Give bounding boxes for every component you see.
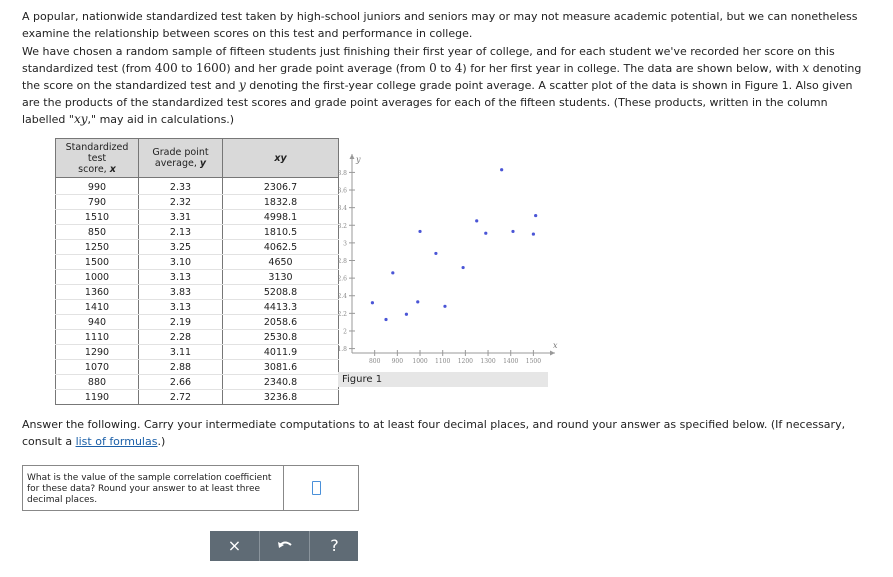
header-label: score, <box>78 163 110 175</box>
intro-text: to <box>436 62 455 75</box>
test-score-cell: 850 <box>56 225 139 240</box>
gpa-cell: 3.11 <box>139 345 223 360</box>
gpa-cell: 2.33 <box>139 178 223 195</box>
y-tick-label: 3.4 <box>337 205 347 213</box>
table-row <box>56 240 339 255</box>
y-tick-label: 3 <box>343 240 347 248</box>
y-tick-label: 1.8 <box>337 346 347 354</box>
gpa-cell: 2.13 <box>139 225 223 240</box>
formulas-link[interactable]: list of formulas <box>75 435 158 448</box>
header-gpa <box>139 139 223 178</box>
data-point <box>443 305 446 308</box>
gpa-cell: 3.83 <box>139 285 223 300</box>
y-tick-label: 2.4 <box>337 293 347 301</box>
data-point <box>384 318 387 321</box>
intro-paragraph-1 <box>22 8 872 42</box>
intro-paragraph-2 <box>22 43 872 128</box>
xy-cell: 5208.8 <box>223 285 339 300</box>
intro-text: ) for her first year in college. The data are shown below, with <box>462 62 803 75</box>
xy-cell: 4998.1 <box>223 210 339 225</box>
xy-cell: 1832.8 <box>223 195 339 210</box>
data-point <box>500 168 503 171</box>
x-tick-label: 1300 <box>480 358 496 365</box>
y-tick-label: 2.8 <box>337 258 347 265</box>
intro-text: denoting the first-year college grade point average. A scatter plot of the data is shown in Figure 1. Also given are the products of the standardized test scores and grade point averages for each of the fifteen students. (These products, written in the column labelled " <box>22 79 853 126</box>
y-tick-label: 3.6 <box>337 187 347 195</box>
var-x: x <box>802 61 810 75</box>
instructions-text: Answer the following. Carry your intermediate computations to at least four decimal places, and round your answer as specified below. (If necessary, consult a <box>22 418 846 448</box>
test-score-cell: 1290 <box>56 345 139 360</box>
header-var: y <box>199 158 207 169</box>
intro-text: to <box>177 62 196 75</box>
header-test-score <box>56 139 139 178</box>
gpa-cell: 2.32 <box>139 195 223 210</box>
test-score-cell: 940 <box>56 315 139 330</box>
test-score-cell: 880 <box>56 375 139 390</box>
y-tick-label: 3.2 <box>337 222 347 230</box>
xy-cell: 2058.6 <box>223 315 339 330</box>
test-score-cell: 790 <box>56 195 139 210</box>
data-point <box>484 232 487 235</box>
table-row <box>56 210 339 225</box>
x-tick-label: 1400 <box>503 358 519 365</box>
test-score-cell: 1500 <box>56 255 139 270</box>
gpa-cell: 2.72 <box>139 390 223 405</box>
gpa-min: 0 <box>429 61 437 75</box>
xy-cell: 2306.7 <box>223 178 339 195</box>
xy-cell: 3130 <box>223 270 339 285</box>
xy-cell: 3236.8 <box>223 390 339 405</box>
table-row <box>56 285 339 300</box>
score-max: 1600 <box>195 61 227 75</box>
header-xy <box>223 139 339 178</box>
intro-text: ," may aid in calculations.) <box>87 113 235 126</box>
gpa-cell: 2.19 <box>139 315 223 330</box>
data-point <box>371 301 374 304</box>
x-tick-label: 1000 <box>412 358 428 365</box>
table-row <box>56 315 339 330</box>
table-row <box>56 255 339 270</box>
y-axis-arrow <box>350 154 355 159</box>
header-var: xy <box>274 152 287 164</box>
xy-cell: 3081.6 <box>223 360 339 375</box>
gpa-cell: 2.66 <box>139 375 223 390</box>
data-point <box>434 252 437 255</box>
test-score-cell: 1250 <box>56 240 139 255</box>
header-label: Grade point <box>152 147 209 158</box>
xy-cell: 4011.9 <box>223 345 339 360</box>
y-tick-label: 3.8 <box>337 169 347 177</box>
divider <box>283 466 284 510</box>
x-axis-arrow <box>550 351 555 356</box>
figure-caption: Figure 1 <box>338 372 548 387</box>
data-point <box>532 232 535 235</box>
xy-cell: 4062.5 <box>223 240 339 255</box>
header-label: Standardized test <box>65 141 129 164</box>
gpa-cell: 3.25 <box>139 240 223 255</box>
test-score-cell: 1360 <box>56 285 139 300</box>
xy-cell: 2530.8 <box>223 330 339 345</box>
answer-input[interactable] <box>312 481 321 495</box>
gpa-cell: 3.31 <box>139 210 223 225</box>
x-axis-label: x <box>553 341 558 350</box>
question-text: What is the value of the sample correlation coefficient for these data? Round your answer to at least three decimal places. <box>27 473 272 505</box>
test-score-cell: 1000 <box>56 270 139 285</box>
table-row <box>56 330 339 345</box>
gpa-cell: 2.88 <box>139 360 223 375</box>
gpa-cell: 3.13 <box>139 270 223 285</box>
y-tick-label: 2.6 <box>337 275 347 283</box>
intro-text: denoting the score on the standardized test and <box>22 62 862 92</box>
gpa-cell: 3.13 <box>139 300 223 315</box>
xy-cell: 2340.8 <box>223 375 339 390</box>
gpa-cell: 2.28 <box>139 330 223 345</box>
y-axis-label: y <box>356 155 361 164</box>
y-tick-label: 2.2 <box>337 310 347 318</box>
var-xy: xy <box>73 112 88 126</box>
table-row <box>56 375 339 390</box>
test-score-cell: 1110 <box>56 330 139 345</box>
x-tick-label: 1100 <box>435 358 451 365</box>
test-score-cell: 1070 <box>56 360 139 375</box>
data-point <box>534 214 537 217</box>
xy-cell: 4413.3 <box>223 300 339 315</box>
gpa-max: 4 <box>454 61 463 75</box>
question-box <box>22 465 359 511</box>
gpa-cell: 3.10 <box>139 255 223 270</box>
undo-button[interactable] <box>260 531 309 561</box>
intro-text: We have chosen a random sample of fifteen students just finishing their first year of college, and for each student we've recorded her score on this standardized test (from <box>22 45 835 75</box>
intro-text-1: A popular, nationwide standardized test taken by high-school juniors and seniors may or may not measure academic potential, but we can nonetheless examine the relationship between scores on this test and performance in college. <box>22 10 858 40</box>
test-score-cell: 1510 <box>56 210 139 225</box>
intro-text: ) and her grade point average (from <box>226 62 430 75</box>
table-row <box>56 300 339 315</box>
answer-toolbar <box>210 531 358 561</box>
data-point <box>511 230 514 233</box>
data-point <box>462 266 465 269</box>
data-point <box>475 219 478 222</box>
undo-icon <box>277 539 293 553</box>
instructions-text: .) <box>157 435 166 448</box>
test-score-cell: 1410 <box>56 300 139 315</box>
data-point <box>418 230 421 233</box>
score-min: 400 <box>154 61 178 75</box>
table-row <box>56 178 339 195</box>
help-button[interactable] <box>310 531 359 561</box>
table-row <box>56 360 339 375</box>
data-point <box>405 313 408 316</box>
data-table <box>55 138 339 405</box>
close-icon: × <box>227 536 242 555</box>
x-tick-label: 900 <box>391 358 404 365</box>
header-label: average, <box>154 158 200 169</box>
table-row <box>56 225 339 240</box>
xy-cell: 4650 <box>223 255 339 270</box>
table-row <box>56 270 339 285</box>
x-tick-label: 1200 <box>457 358 474 365</box>
xy-cell: 1810.5 <box>223 225 339 240</box>
test-score-cell: 1190 <box>56 390 139 405</box>
y-tick-label: 2 <box>343 328 347 336</box>
scatter-plot <box>335 150 558 370</box>
table-row <box>56 390 339 405</box>
table-row <box>56 345 339 360</box>
clear-button[interactable] <box>210 531 259 561</box>
table-header-row <box>56 139 339 178</box>
x-tick-label: 1500 <box>525 358 542 365</box>
table-row <box>56 195 339 210</box>
data-point <box>416 300 419 303</box>
data-point <box>391 271 394 274</box>
x-tick-label: 800 <box>368 358 381 365</box>
var-y: y <box>239 78 246 92</box>
help-icon: ? <box>330 536 339 555</box>
header-var: x <box>109 163 116 175</box>
instructions <box>22 416 872 450</box>
test-score-cell: 990 <box>56 178 139 195</box>
